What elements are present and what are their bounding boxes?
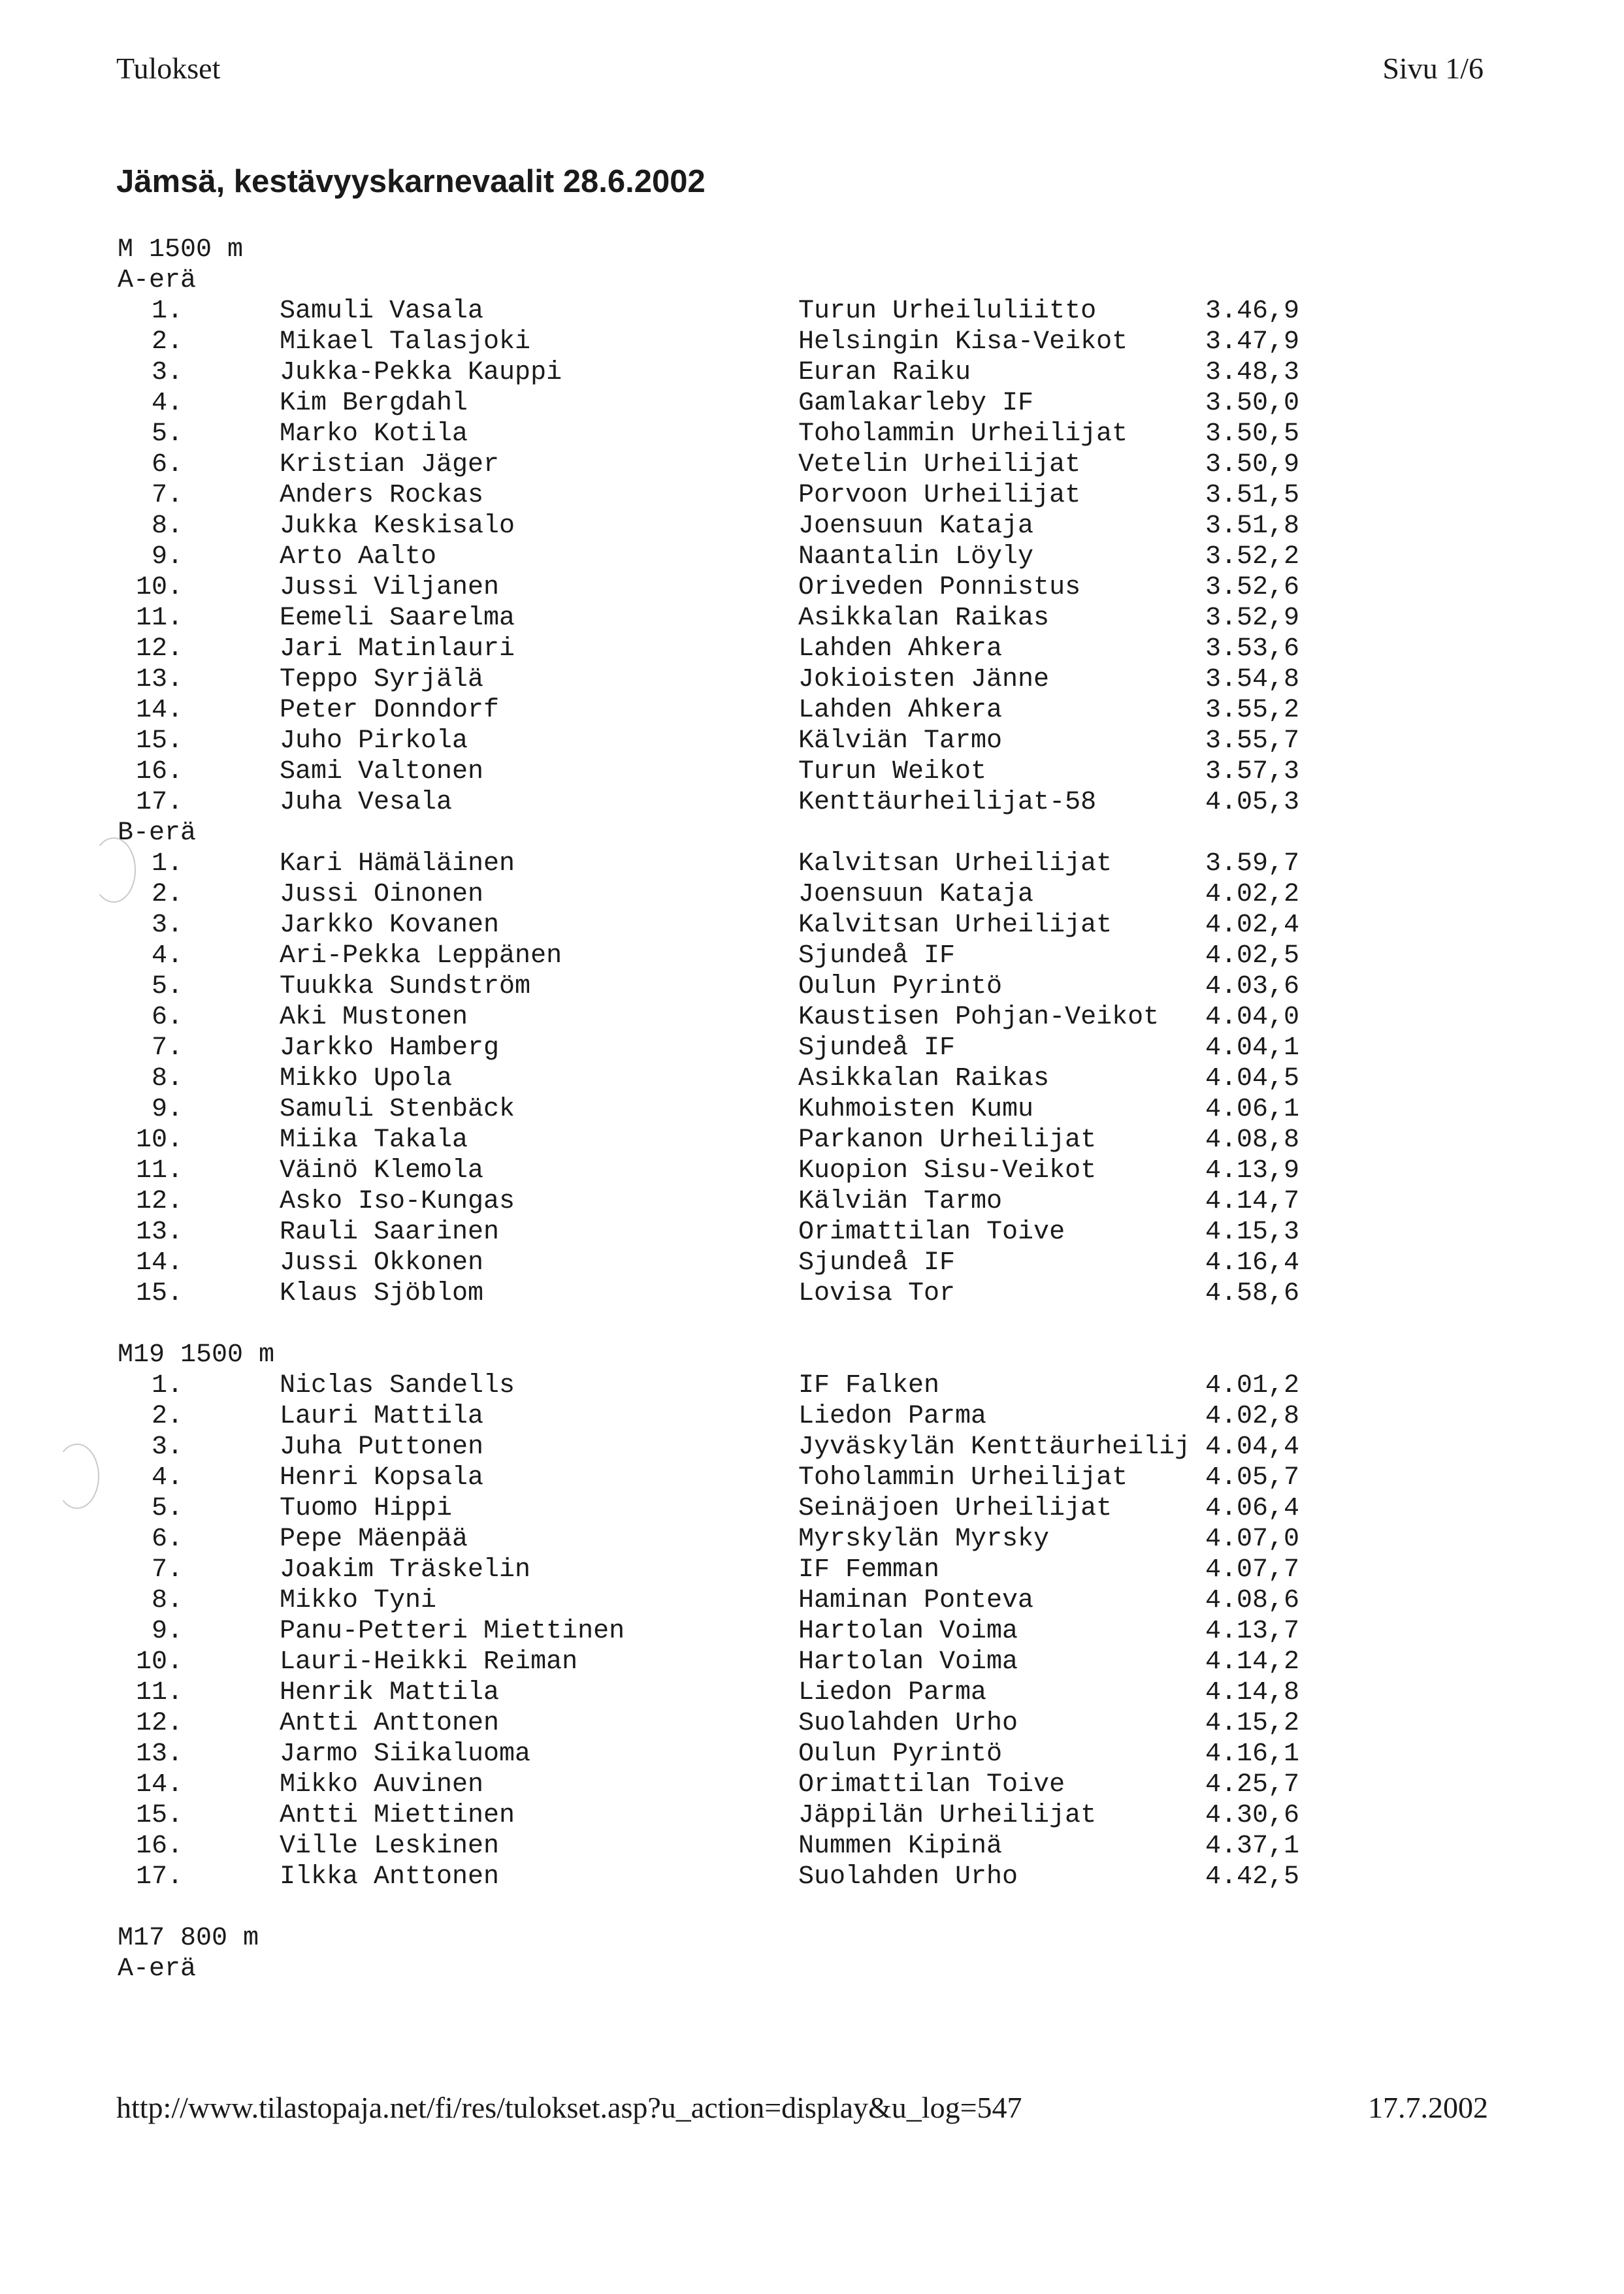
athlete-name: Juha Puttonen — [280, 1432, 484, 1462]
result-position: 13. — [135, 665, 183, 694]
result-time: 4.15,3 — [1205, 1218, 1300, 1247]
result-position: 12. — [135, 634, 183, 664]
athlete-name: Mikael Talasjoki — [280, 327, 531, 357]
result-row — [118, 1279, 1502, 1310]
result-time: 3.48,3 — [1205, 358, 1300, 387]
athlete-name: Jari Matinlauri — [280, 634, 515, 664]
athlete-name: Marko Kotila — [280, 419, 468, 449]
result-position: 2. — [151, 327, 183, 357]
athlete-name: Jukka-Pekka Kauppi — [280, 358, 562, 387]
result-position: 3. — [151, 358, 183, 387]
result-position: 6. — [151, 1003, 183, 1032]
result-time: 3.59,7 — [1205, 849, 1300, 879]
result-position: 13. — [135, 1739, 183, 1769]
result-row — [118, 450, 1502, 481]
result-position: 15. — [135, 1801, 183, 1830]
club-name: Euran Raiku — [798, 358, 971, 387]
footer-date: 17.7.2002 — [1368, 2091, 1488, 2124]
result-row — [118, 757, 1502, 788]
athlete-name: Kristian Jäger — [280, 450, 500, 479]
result-row — [118, 1832, 1502, 1862]
result-position: 15. — [135, 1279, 183, 1308]
section-spacer — [118, 1310, 1502, 1340]
result-position: 11. — [135, 1156, 183, 1186]
result-row — [118, 1739, 1502, 1770]
result-row — [118, 1033, 1502, 1064]
result-time: 4.30,6 — [1205, 1801, 1300, 1830]
result-position: 8. — [151, 511, 183, 541]
result-time: 3.53,6 — [1205, 634, 1300, 664]
result-position: 2. — [151, 1402, 183, 1431]
athlete-name: Lauri-Heikki Reiman — [280, 1647, 578, 1677]
athlete-name: Ari-Pekka Leppänen — [280, 941, 562, 971]
club-name: Lahden Ahkera — [798, 634, 1003, 664]
result-row — [118, 327, 1502, 358]
athlete-name: Rauli Saarinen — [280, 1218, 500, 1247]
result-position: 8. — [151, 1064, 183, 1093]
heat-heading: A-erä — [118, 1954, 197, 1984]
club-name: Hartolan Voima — [798, 1647, 1018, 1677]
result-row — [118, 1555, 1502, 1586]
club-name: Oriveden Ponnistus — [798, 573, 1081, 602]
result-time: 4.16,1 — [1205, 1739, 1300, 1769]
result-time: 3.52,9 — [1205, 604, 1300, 633]
result-time: 3.52,6 — [1205, 573, 1300, 602]
result-row — [118, 1678, 1502, 1709]
result-position: 10. — [135, 1125, 183, 1155]
athlete-name: Jarmo Siikaluoma — [280, 1739, 531, 1769]
club-name: Suolahden Urho — [798, 1862, 1018, 1892]
athlete-name: Jarkko Hamberg — [280, 1033, 500, 1063]
club-name: Toholammin Urheilijat — [798, 1463, 1128, 1493]
club-name: Lovisa Tor — [798, 1279, 956, 1308]
result-position: 17. — [135, 788, 183, 817]
athlete-name: Sami Valtonen — [280, 757, 484, 786]
result-row — [118, 1125, 1502, 1156]
result-row — [118, 880, 1502, 911]
result-row — [118, 1218, 1502, 1248]
athlete-name: Asko Iso-Kungas — [280, 1187, 515, 1216]
result-row — [118, 1064, 1502, 1095]
athlete-name: Juho Pirkola — [280, 726, 468, 756]
result-row — [118, 542, 1502, 573]
result-time: 4.58,6 — [1205, 1279, 1300, 1308]
result-time: 3.55,7 — [1205, 726, 1300, 756]
result-position: 14. — [135, 1770, 183, 1800]
club-name: Sjundeå IF — [798, 941, 956, 971]
result-position: 5. — [151, 419, 183, 449]
athlete-name: Miika Takala — [280, 1125, 468, 1155]
result-row — [118, 1402, 1502, 1432]
result-row — [118, 1801, 1502, 1832]
club-name: Oulun Pyrintö — [798, 972, 1003, 1001]
result-time: 3.50,9 — [1205, 450, 1300, 479]
result-position: 4. — [151, 1463, 183, 1493]
result-time: 4.04,4 — [1205, 1432, 1300, 1462]
result-time: 3.47,9 — [1205, 327, 1300, 357]
result-row — [118, 511, 1502, 542]
result-position: 15. — [135, 726, 183, 756]
result-time: 4.14,8 — [1205, 1678, 1300, 1707]
result-time: 4.42,5 — [1205, 1862, 1300, 1892]
club-name: Seinäjoen Urheilijat — [798, 1494, 1112, 1523]
club-name: Nummen Kipinä — [798, 1832, 1003, 1861]
result-row — [118, 1463, 1502, 1494]
result-row — [118, 1709, 1502, 1739]
club-name: Toholammin Urheilijat — [798, 419, 1128, 449]
result-position: 2. — [151, 880, 183, 909]
result-time: 4.06,4 — [1205, 1494, 1300, 1523]
athlete-name: Ville Leskinen — [280, 1832, 500, 1861]
event-heading: M17 800 m — [118, 1924, 259, 1953]
result-row — [118, 1248, 1502, 1279]
result-time: 3.46,9 — [1205, 297, 1300, 326]
result-row — [118, 972, 1502, 1003]
athlete-name: Jussi Okkonen — [280, 1248, 484, 1278]
athlete-name: Jukka Keskisalo — [280, 511, 515, 541]
result-row — [118, 1187, 1502, 1218]
result-time: 4.06,1 — [1205, 1095, 1300, 1124]
athlete-name: Anders Rockas — [280, 481, 484, 510]
result-time: 4.02,2 — [1205, 880, 1300, 909]
athlete-name: Väinö Klemola — [280, 1156, 484, 1186]
club-name: Jokioisten Jänne — [798, 665, 1050, 694]
result-row — [118, 297, 1502, 327]
athlete-name: Klaus Sjöblom — [280, 1279, 484, 1308]
result-time: 4.04,5 — [1205, 1064, 1300, 1093]
athlete-name: Samuli Vasala — [280, 297, 484, 326]
club-name: Gamlakarleby IF — [798, 389, 1034, 418]
result-row — [118, 573, 1502, 604]
club-name: Kaustisen Pohjan-Veikot — [798, 1003, 1160, 1032]
result-time: 4.04,0 — [1205, 1003, 1300, 1032]
club-name: Jyväskylän Kenttäurheilij — [798, 1432, 1191, 1462]
athlete-name: Mikko Auvinen — [280, 1770, 484, 1800]
result-position: 1. — [151, 297, 183, 326]
athlete-name: Mikko Tyni — [280, 1586, 437, 1615]
page-header-title: Tulokset — [116, 52, 221, 85]
athlete-name: Peter Donndorf — [280, 696, 500, 725]
result-position: 12. — [135, 1187, 183, 1216]
result-time: 4.13,7 — [1205, 1617, 1300, 1646]
result-position: 5. — [151, 972, 183, 1001]
club-name: Liedon Parma — [798, 1678, 987, 1707]
result-row — [118, 1432, 1502, 1463]
athlete-name: Tuukka Sundström — [280, 972, 531, 1001]
club-name: Kälviän Tarmo — [798, 726, 1003, 756]
result-row — [118, 1586, 1502, 1617]
result-time: 3.57,3 — [1205, 757, 1300, 786]
event-heading: M19 1500 m — [118, 1340, 275, 1370]
result-time: 4.03,6 — [1205, 972, 1300, 1001]
athlete-name: Pepe Mäenpää — [280, 1525, 468, 1554]
club-name: Kalvitsan Urheilijat — [798, 911, 1112, 940]
club-name: IF Falken — [798, 1371, 940, 1400]
result-row — [118, 1156, 1502, 1187]
club-name: Oulun Pyrintö — [798, 1739, 1003, 1769]
club-name: Kuopion Sisu-Veikot — [798, 1156, 1097, 1186]
result-position: 4. — [151, 389, 183, 418]
result-row — [118, 1371, 1502, 1402]
athlete-name: Jarkko Kovanen — [280, 911, 500, 940]
result-time: 4.02,4 — [1205, 911, 1300, 940]
result-time: 4.08,6 — [1205, 1586, 1300, 1615]
club-name: Porvoon Urheilijat — [798, 481, 1081, 510]
result-time: 3.50,0 — [1205, 389, 1300, 418]
result-position: 10. — [135, 1647, 183, 1677]
athlete-name: Panu-Petteri Miettinen — [280, 1617, 625, 1646]
club-name: Orimattilan Toive — [798, 1218, 1065, 1247]
heat-heading: A-erä — [118, 266, 197, 295]
result-time: 4.02,5 — [1205, 941, 1300, 971]
athlete-name: Eemeli Saarelma — [280, 604, 515, 633]
result-time: 4.05,7 — [1205, 1463, 1300, 1493]
result-time: 4.04,1 — [1205, 1033, 1300, 1063]
athlete-name: Tuomo Hippi — [280, 1494, 453, 1523]
punch-hole-mark — [55, 1444, 99, 1509]
result-time: 3.55,2 — [1205, 696, 1300, 725]
result-row — [118, 1647, 1502, 1678]
result-row — [118, 788, 1502, 818]
result-position: 9. — [151, 1617, 183, 1646]
club-name: Joensuun Kataja — [798, 511, 1034, 541]
result-position: 1. — [151, 849, 183, 879]
result-position: 11. — [135, 1678, 183, 1707]
club-name: Naantalin Löyly — [798, 542, 1034, 572]
athlete-name: Lauri Mattila — [280, 1402, 484, 1431]
event-heading: M 1500 m — [118, 235, 244, 265]
club-name: Suolahden Urho — [798, 1709, 1018, 1738]
club-name: Myrskylän Myrsky — [798, 1525, 1050, 1554]
result-time: 3.54,8 — [1205, 665, 1300, 694]
club-name: Sjundeå IF — [798, 1033, 956, 1063]
section-spacer — [118, 1893, 1502, 1924]
result-row — [118, 481, 1502, 511]
result-time: 4.05,3 — [1205, 788, 1300, 817]
club-name: Haminan Ponteva — [798, 1586, 1034, 1615]
result-row — [118, 1003, 1502, 1033]
result-time: 3.52,2 — [1205, 542, 1300, 572]
club-name: Liedon Parma — [798, 1402, 987, 1431]
athlete-name: Arto Aalto — [280, 542, 437, 572]
result-row — [118, 389, 1502, 419]
result-row — [118, 358, 1502, 389]
club-name: Kenttäurheilijat-58 — [798, 788, 1097, 817]
result-position: 12. — [135, 1709, 183, 1738]
result-row — [118, 1862, 1502, 1893]
result-row — [118, 1770, 1502, 1801]
club-name: Hartolan Voima — [798, 1617, 1018, 1646]
club-name: IF Femman — [798, 1555, 940, 1585]
result-position: 1. — [151, 1371, 183, 1400]
athlete-name: Niclas Sandells — [280, 1371, 515, 1400]
result-position: 3. — [151, 1432, 183, 1462]
athlete-name: Kari Hämäläinen — [280, 849, 515, 879]
result-row — [118, 634, 1502, 665]
result-position: 6. — [151, 450, 183, 479]
result-row — [118, 696, 1502, 726]
results-list — [118, 235, 1502, 1985]
result-position: 16. — [135, 757, 183, 786]
result-position: 3. — [151, 911, 183, 940]
result-position: 5. — [151, 1494, 183, 1523]
club-name: Helsingin Kisa-Veikot — [798, 327, 1128, 357]
club-name: Orimattilan Toive — [798, 1770, 1065, 1800]
result-position: 7. — [151, 1033, 183, 1063]
result-time: 4.15,2 — [1205, 1709, 1300, 1738]
athlete-name: Jussi Viljanen — [280, 573, 500, 602]
result-time: 4.14,2 — [1205, 1647, 1300, 1677]
athlete-name: Antti Anttonen — [280, 1709, 500, 1738]
club-name: Lahden Ahkera — [798, 696, 1003, 725]
athlete-name: Henri Kopsala — [280, 1463, 484, 1493]
athlete-name: Juha Vesala — [280, 788, 453, 817]
result-row — [118, 1525, 1502, 1555]
athlete-name: Antti Miettinen — [280, 1801, 515, 1830]
result-row — [118, 1617, 1502, 1647]
result-time: 3.50,5 — [1205, 419, 1300, 449]
page-number: Sivu 1/6 — [1382, 52, 1484, 85]
club-name: Joensuun Kataja — [798, 880, 1034, 909]
result-position: 14. — [135, 1248, 183, 1278]
result-row — [118, 911, 1502, 941]
result-time: 4.07,0 — [1205, 1525, 1300, 1554]
result-position: 7. — [151, 481, 183, 510]
result-position: 9. — [151, 542, 183, 572]
result-row — [118, 419, 1502, 450]
result-position: 16. — [135, 1832, 183, 1861]
athlete-name: Aki Mustonen — [280, 1003, 468, 1032]
result-row — [118, 1494, 1502, 1525]
result-row — [118, 941, 1502, 972]
club-name: Turun Weikot — [798, 757, 987, 786]
result-row — [118, 1095, 1502, 1125]
club-name: Jäppilän Urheilijat — [798, 1801, 1097, 1830]
punch-hole-mark — [91, 837, 136, 903]
document-title: Jämsä, kestävyyskarnevaalit 28.6.2002 — [116, 164, 706, 199]
result-row — [118, 665, 1502, 696]
result-time: 4.13,9 — [1205, 1156, 1300, 1186]
result-position: 17. — [135, 1862, 183, 1892]
club-name: Vetelin Urheilijat — [798, 450, 1081, 479]
athlete-name: Mikko Upola — [280, 1064, 453, 1093]
athlete-name: Teppo Syrjälä — [280, 665, 484, 694]
result-position: 14. — [135, 696, 183, 725]
result-time: 3.51,5 — [1205, 481, 1300, 510]
athlete-name: Jussi Oinonen — [280, 880, 484, 909]
result-position: 8. — [151, 1586, 183, 1615]
footer-url: http://www.tilastopaja.net/fi/res/tulokset.asp?u_action=display&u_log=547 — [116, 2091, 1022, 2124]
result-row — [118, 849, 1502, 880]
result-time: 4.08,8 — [1205, 1125, 1300, 1155]
result-position: 10. — [135, 573, 183, 602]
club-name: Kälviän Tarmo — [798, 1187, 1003, 1216]
club-name: Turun Urheiluliitto — [798, 297, 1097, 326]
result-position: 13. — [135, 1218, 183, 1247]
club-name: Parkanon Urheilijat — [798, 1125, 1097, 1155]
result-time: 4.02,8 — [1205, 1402, 1300, 1431]
athlete-name: Joakim Träskelin — [280, 1555, 531, 1585]
result-time: 4.14,7 — [1205, 1187, 1300, 1216]
result-row — [118, 726, 1502, 757]
result-row — [118, 604, 1502, 634]
result-time: 4.25,7 — [1205, 1770, 1300, 1800]
result-position: 6. — [151, 1525, 183, 1554]
result-time: 4.37,1 — [1205, 1832, 1300, 1861]
result-position: 7. — [151, 1555, 183, 1585]
club-name: Kuhmoisten Kumu — [798, 1095, 1034, 1124]
club-name: Sjundeå IF — [798, 1248, 956, 1278]
result-time: 4.07,7 — [1205, 1555, 1300, 1585]
result-position: 9. — [151, 1095, 183, 1124]
result-time: 3.51,8 — [1205, 511, 1300, 541]
club-name: Asikkalan Raikas — [798, 1064, 1050, 1093]
club-name: Kalvitsan Urheilijat — [798, 849, 1112, 879]
heat-heading: B-erä — [118, 818, 197, 848]
result-time: 4.16,4 — [1205, 1248, 1300, 1278]
athlete-name: Henrik Mattila — [280, 1678, 500, 1707]
club-name: Asikkalan Raikas — [798, 604, 1050, 633]
result-position: 11. — [135, 604, 183, 633]
athlete-name: Kim Bergdahl — [280, 389, 468, 418]
result-position: 4. — [151, 941, 183, 971]
result-time: 4.01,2 — [1205, 1371, 1300, 1400]
athlete-name: Samuli Stenbäck — [280, 1095, 515, 1124]
athlete-name: Ilkka Anttonen — [280, 1862, 500, 1892]
